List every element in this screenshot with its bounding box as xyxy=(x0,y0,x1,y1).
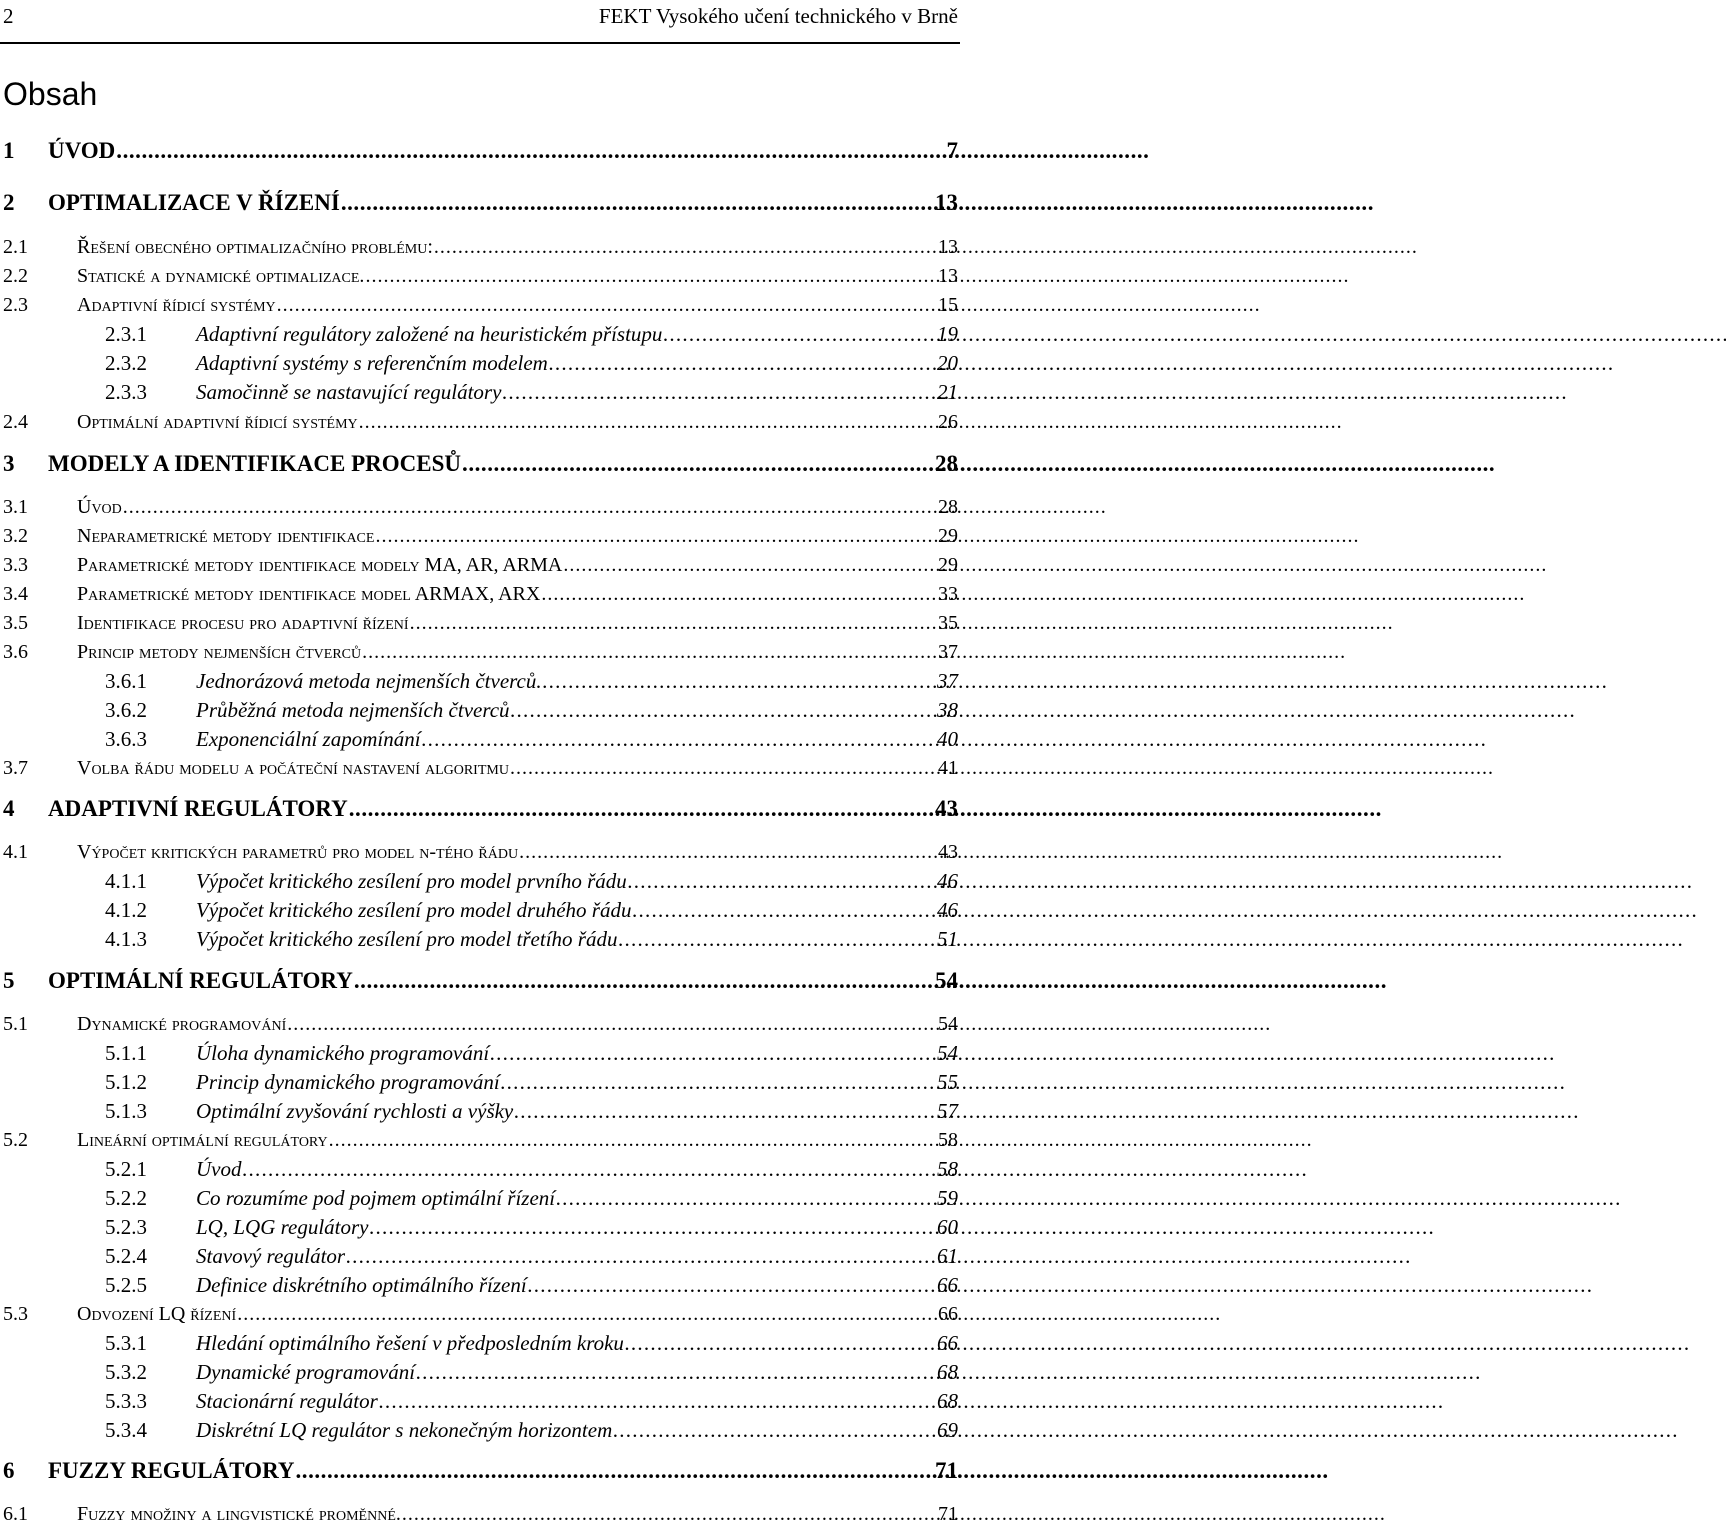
toc-entry-title: Odvození LQ řízení xyxy=(77,1303,237,1325)
toc-entry[interactable] xyxy=(0,638,960,666)
toc-entry[interactable] xyxy=(0,1387,960,1415)
dot-leader xyxy=(549,349,936,377)
dot-leader xyxy=(541,580,937,608)
toc-entry-page: 54 xyxy=(935,968,958,993)
toc-entry-number: 3.4 xyxy=(3,583,28,605)
toc-entry-page: 58 xyxy=(938,1129,958,1151)
toc-entry-body xyxy=(196,725,960,753)
toc-entry-title: Dynamické programování xyxy=(196,1360,416,1384)
toc-entry-body xyxy=(77,754,960,782)
toc-entry-body xyxy=(196,349,960,377)
toc-entry-number: 3 xyxy=(3,451,15,476)
toc-entry-body xyxy=(196,1387,960,1415)
toc-entry-number: 3.1 xyxy=(3,496,28,518)
toc-entry-page: 60 xyxy=(937,1215,958,1239)
toc-entry-page: 68 xyxy=(937,1360,958,1384)
toc-entry-number: 5 xyxy=(3,968,15,993)
toc-entry-title: Výpočet kritického zesílení pro model prvního řádu xyxy=(196,869,627,893)
toc-entry-body xyxy=(77,262,960,290)
toc-entry-number: 5.3 xyxy=(3,1303,28,1325)
toc-entry-number: 4.1.3 xyxy=(105,927,147,951)
toc-entry-page: 66 xyxy=(937,1273,958,1297)
toc-entry-body xyxy=(196,696,960,724)
toc-entry-number: 3.5 xyxy=(3,612,28,634)
toc-entry-page: 66 xyxy=(937,1331,958,1355)
dot-leader xyxy=(287,1010,937,1038)
toc-entry-body xyxy=(196,320,960,348)
dot-leader xyxy=(341,188,934,218)
toc-entry-number: 5.2.4 xyxy=(105,1244,147,1268)
toc-entry-page: 71 xyxy=(938,1503,958,1525)
dot-leader xyxy=(359,408,937,436)
toc-entry-body xyxy=(77,638,960,666)
toc-entry[interactable] xyxy=(0,966,960,996)
toc-entry[interactable] xyxy=(0,349,960,377)
header-institution: FEKT Vysokého učení technického v Brně xyxy=(598,4,958,28)
toc-entry-title: Dynamické programování xyxy=(77,1013,287,1035)
toc-entry-number: 5.2 xyxy=(3,1129,28,1151)
toc-entry-body xyxy=(48,1456,960,1486)
toc-entry-number: 3.6.1 xyxy=(105,669,147,693)
dot-leader xyxy=(462,449,934,479)
toc-entry-body xyxy=(77,1500,960,1528)
dot-leader xyxy=(362,638,937,666)
dot-leader xyxy=(613,1416,936,1444)
toc-entry-title: ÚVOD xyxy=(48,138,116,163)
dot-leader xyxy=(422,725,936,753)
toc-entry-number: 3.6.2 xyxy=(105,698,147,722)
toc-entry[interactable] xyxy=(0,1456,960,1486)
dot-leader xyxy=(501,1068,936,1096)
toc-entry-page: 54 xyxy=(938,1013,958,1035)
toc-entry-body xyxy=(77,1300,960,1328)
toc-entry-number: 5.3.3 xyxy=(105,1389,147,1413)
toc-entry-title: OPTIMALIZACE V ŘÍZENÍ xyxy=(48,190,340,215)
toc-entry-page: 29 xyxy=(938,554,958,576)
dot-leader xyxy=(434,233,937,261)
toc-entry-body xyxy=(196,1039,960,1067)
dot-leader xyxy=(295,1456,934,1486)
toc-entry-number: 6.1 xyxy=(3,1503,28,1525)
toc-entry-body xyxy=(196,1416,960,1444)
toc-entry[interactable] xyxy=(0,188,960,218)
toc-entry-number: 5.2.5 xyxy=(105,1273,147,1297)
toc-entry-page: 28 xyxy=(935,451,958,476)
dot-leader xyxy=(237,1300,937,1328)
toc-entry-page: 29 xyxy=(938,525,958,547)
dot-leader xyxy=(346,1242,936,1270)
toc-entry-title: Parametrické metody identifikace modely MA, AR, ARMA xyxy=(77,554,563,576)
dot-leader xyxy=(375,522,937,550)
toc-entry-body xyxy=(48,449,960,479)
toc-entry-body xyxy=(77,1010,960,1038)
dot-leader xyxy=(511,696,936,724)
toc-entry-page: 59 xyxy=(937,1186,958,1210)
toc-entry[interactable] xyxy=(0,449,960,479)
toc-entry[interactable] xyxy=(0,1416,960,1444)
dot-leader xyxy=(369,1213,936,1241)
toc-entry-number: 2.1 xyxy=(3,236,28,258)
toc-entry-page: 26 xyxy=(938,411,958,433)
toc-entry-page: 43 xyxy=(938,841,958,863)
toc-entry-page: 46 xyxy=(937,869,958,893)
toc-entry-title: Identifikace procesu pro adaptivní řízení xyxy=(77,612,409,634)
toc-entry-number: 2.2 xyxy=(3,265,28,287)
toc-entry-number: 3.2 xyxy=(3,525,28,547)
toc-entry-page: 13 xyxy=(935,190,958,215)
toc-entry-title: Princip dynamického programování xyxy=(196,1070,500,1094)
toc-entry-title: OPTIMÁLNÍ REGULÁTORY xyxy=(48,968,353,993)
page-title: Obsah xyxy=(3,76,98,112)
toc-entry-title: Diskrétní LQ regulátor s nekonečným horizontem xyxy=(196,1418,613,1442)
toc-entry[interactable] xyxy=(0,291,960,319)
toc-entry[interactable] xyxy=(0,609,960,637)
toc-entry-page: 46 xyxy=(937,898,958,922)
toc-entry-number: 5.3.4 xyxy=(105,1418,147,1442)
toc-entry[interactable] xyxy=(0,378,960,406)
toc-entry-title: Exponenciální zapomínání xyxy=(196,727,421,751)
toc-entry-number: 5.2.2 xyxy=(105,1186,147,1210)
toc-entry-title: Neparametrické metody identifikace xyxy=(77,525,375,547)
dot-leader xyxy=(625,1329,936,1357)
toc-entry-page: 7 xyxy=(946,138,958,163)
toc-entry-page: 38 xyxy=(937,698,958,722)
toc-entry[interactable] xyxy=(0,867,960,895)
toc-entry-page: 41 xyxy=(938,757,958,779)
toc-entry-page: 61 xyxy=(937,1244,958,1268)
toc-entry-number: 5.1.2 xyxy=(105,1070,147,1094)
toc-entry-number: 3.7 xyxy=(3,757,28,779)
toc-entry-title: Úloha dynamického programování xyxy=(196,1041,490,1065)
toc-entry-body xyxy=(196,667,960,695)
dot-leader xyxy=(354,966,934,996)
toc-entry-title: Lineární optimální regulátory xyxy=(77,1129,328,1151)
toc-entry-title: Co rozumíme pod pojmem optimální řízení xyxy=(196,1186,556,1210)
toc-entry-number: 6 xyxy=(3,1458,15,1483)
toc-entry-title: Adaptivní systémy s referenčním modelem xyxy=(196,351,548,375)
toc-entry[interactable] xyxy=(0,233,960,261)
toc-entry-page: 37 xyxy=(938,641,958,663)
toc-entry-number: 5.2.1 xyxy=(105,1157,147,1181)
toc-entry-title: Adaptivní řídicí systémy xyxy=(77,294,276,316)
toc-entry-body xyxy=(48,188,960,218)
toc-entry-title: ADAPTIVNÍ REGULÁTORY xyxy=(48,796,348,821)
toc-entry[interactable] xyxy=(0,1271,960,1299)
dot-leader xyxy=(618,925,936,953)
dot-leader xyxy=(116,136,945,166)
toc-entry-number: 5.1.1 xyxy=(105,1041,147,1065)
toc-entry[interactable] xyxy=(0,1126,960,1154)
toc-entry-body xyxy=(77,838,960,866)
toc-entry-body xyxy=(77,580,960,608)
toc-entry-title: Stavový regulátor xyxy=(196,1244,346,1268)
toc-entry-page: 13 xyxy=(938,236,958,258)
dot-leader xyxy=(628,867,936,895)
toc-entry-page: 51 xyxy=(937,927,958,951)
toc-entry-page: 57 xyxy=(937,1099,958,1123)
toc-entry-title: MODELY A IDENTIFIKACE PROCESŮ xyxy=(48,451,462,476)
toc-entry-title: Výpočet kritického zesílení pro model třetího řádu xyxy=(196,927,618,951)
toc-entry-body xyxy=(196,1329,960,1357)
toc-entry-page: 13 xyxy=(938,265,958,287)
dot-leader xyxy=(379,1387,936,1415)
toc-entry-number: 2.3.3 xyxy=(105,380,147,404)
toc-entry[interactable] xyxy=(0,522,960,550)
toc-entry-page: 35 xyxy=(938,612,958,634)
toc-entry-page: 19 xyxy=(937,322,958,346)
dot-leader xyxy=(543,667,936,695)
toc-entry-number: 3.6.3 xyxy=(105,727,147,751)
toc-entry-body xyxy=(77,1126,960,1154)
toc-entry[interactable] xyxy=(0,1068,960,1096)
toc-entry-body xyxy=(196,1271,960,1299)
dot-leader xyxy=(514,1097,936,1125)
toc-entry[interactable] xyxy=(0,1155,960,1183)
toc-entry[interactable] xyxy=(0,551,960,579)
dot-leader xyxy=(329,1126,937,1154)
dot-leader xyxy=(410,609,937,637)
toc-entry-body xyxy=(196,867,960,895)
toc-entry-number: 5.2.3 xyxy=(105,1215,147,1239)
dot-leader xyxy=(277,291,937,319)
toc-entry[interactable] xyxy=(0,1300,960,1328)
toc-entry-number: 3.3 xyxy=(3,554,28,576)
toc-entry-number: 4.1.2 xyxy=(105,898,147,922)
dot-leader xyxy=(365,262,937,290)
toc-entry-title: Definice diskrétního optimálního řízení xyxy=(196,1273,527,1297)
dot-leader xyxy=(402,1500,937,1528)
toc-entry-body xyxy=(77,493,960,521)
toc-entry-page: 21 xyxy=(937,380,958,404)
toc-entry-page: 15 xyxy=(938,294,958,316)
toc-entry-page: 40 xyxy=(937,727,958,751)
toc-entry[interactable] xyxy=(0,1039,960,1067)
toc-entry-title: Řešení obecného optimalizačního problému: xyxy=(77,236,433,258)
toc-entry-body xyxy=(196,1184,960,1212)
toc-entry[interactable] xyxy=(0,667,960,695)
toc-entry-number: 5.1 xyxy=(3,1013,28,1035)
toc-entry-page: 68 xyxy=(937,1389,958,1413)
toc-entry-body xyxy=(48,966,960,996)
dot-leader xyxy=(123,493,937,521)
toc-entry-body xyxy=(77,609,960,637)
toc-entry[interactable] xyxy=(0,1010,960,1038)
toc-entry[interactable] xyxy=(0,1184,960,1212)
toc-entry[interactable] xyxy=(0,925,960,953)
dot-leader xyxy=(632,896,936,924)
dot-leader xyxy=(502,378,936,406)
toc-entry-title: Parametrické metody identifikace model ARMAX, ARX xyxy=(77,583,541,605)
toc-entry-number: 4 xyxy=(3,796,15,821)
dot-leader xyxy=(556,1184,936,1212)
toc-entry-body xyxy=(48,136,960,166)
toc-entry-number: 3.6 xyxy=(3,641,28,663)
toc-entry-number: 1 xyxy=(3,138,15,163)
toc-entry-page: 33 xyxy=(938,583,958,605)
toc-entry[interactable] xyxy=(0,1329,960,1357)
dot-leader xyxy=(563,551,937,579)
toc-entry-body xyxy=(48,794,960,824)
toc-entry-page: 37 xyxy=(937,669,958,693)
toc-entry-body xyxy=(196,896,960,924)
dot-leader xyxy=(243,1155,937,1183)
toc-entry-page: 20 xyxy=(937,351,958,375)
toc-entry[interactable] xyxy=(0,794,960,824)
toc-entry-title: LQ, LQG regulátory xyxy=(196,1215,369,1239)
toc-entry-number: 5.1.3 xyxy=(105,1099,147,1123)
toc-entry-number: 4.1 xyxy=(3,841,28,863)
toc-entry[interactable] xyxy=(0,696,960,724)
toc-entry-title: Hledání optimálního řešení v předposledním kroku xyxy=(196,1331,624,1355)
toc-entry[interactable] xyxy=(0,1242,960,1270)
toc-entry-body xyxy=(77,522,960,550)
toc-entry-body xyxy=(77,551,960,579)
toc-entry-page: 69 xyxy=(937,1418,958,1442)
toc-entry-number: 5.3.2 xyxy=(105,1360,147,1384)
toc-entry-title: Adaptivní regulátory založené na heuristickém přístupu xyxy=(196,322,663,346)
toc-entry-title: Optimální adaptivní řídicí systémy xyxy=(77,411,358,433)
toc-entry[interactable] xyxy=(0,1500,960,1528)
dot-leader xyxy=(663,320,936,348)
toc-entry-title: Výpočet kritických parametrů pro model n-tého řádu xyxy=(77,841,519,863)
toc-entry[interactable] xyxy=(0,580,960,608)
toc-entry-title: Samočinně se nastavující regulátory xyxy=(196,380,502,404)
toc-entry-body xyxy=(196,1097,960,1125)
dot-leader xyxy=(416,1358,936,1386)
toc-entry[interactable] xyxy=(0,320,960,348)
toc-entry-title: Statické a dynamické optimalizace. xyxy=(77,265,365,287)
dot-leader xyxy=(490,1039,936,1067)
toc-entry[interactable] xyxy=(0,896,960,924)
toc-entry-title: Jednorázová metoda nejmenších čtverců. xyxy=(196,669,542,693)
toc-entry-page: 43 xyxy=(935,796,958,821)
dot-leader xyxy=(528,1271,936,1299)
toc-entry-body xyxy=(77,233,960,261)
toc-entry-body xyxy=(77,291,960,319)
toc-entry-title: Princip metody nejmenších čtverců xyxy=(77,641,362,663)
toc-entry[interactable] xyxy=(0,262,960,290)
toc-entry-title: Výpočet kritického zesílení pro model druhého řádu xyxy=(196,898,632,922)
toc-entry-title: Optimální zvyšování rychlosti a výšky xyxy=(196,1099,514,1123)
toc-entry[interactable] xyxy=(0,1213,960,1241)
toc-entry-body xyxy=(196,1358,960,1386)
toc-entry-title: Úvod xyxy=(77,496,122,518)
toc-entry-page: 58 xyxy=(937,1157,958,1181)
toc-entry[interactable] xyxy=(0,725,960,753)
toc-entry-page: 55 xyxy=(937,1070,958,1094)
toc-entry-number: 4.1.1 xyxy=(105,869,147,893)
toc-entry-number: 2 xyxy=(3,190,15,215)
page-number: 2 xyxy=(3,4,14,28)
toc-entry-page: 28 xyxy=(938,496,958,518)
toc-entry-page: 66 xyxy=(938,1303,958,1325)
toc-entry-title: Fuzzy množiny a lingvistické proměnné. xyxy=(77,1503,401,1525)
toc-entry-title: FUZZY REGULÁTORY xyxy=(48,1458,295,1483)
toc-entry[interactable] xyxy=(0,493,960,521)
toc-entry[interactable] xyxy=(0,136,960,166)
toc-entry[interactable] xyxy=(0,1097,960,1125)
toc-entry-number: 2.3.1 xyxy=(105,322,147,346)
dot-leader xyxy=(349,794,934,824)
toc-entry-body xyxy=(196,1242,960,1270)
toc-entry-page: 71 xyxy=(935,1458,958,1483)
toc-entry-body xyxy=(196,1213,960,1241)
toc-entry-number: 5.3.1 xyxy=(105,1331,147,1355)
toc-entry-number: 2.4 xyxy=(3,411,28,433)
toc-entry-body xyxy=(196,925,960,953)
toc-entry[interactable] xyxy=(0,838,960,866)
toc-entry[interactable] xyxy=(0,408,960,436)
toc-entry-body xyxy=(196,1068,960,1096)
dot-leader xyxy=(510,754,937,782)
toc-entry-title: Volba řádu modelu a počáteční nastavení algoritmu xyxy=(77,757,509,779)
dot-leader xyxy=(519,838,937,866)
toc-entry-body xyxy=(77,408,960,436)
toc-entry-number: 2.3.2 xyxy=(105,351,147,375)
toc-entry-title: Průběžná metoda nejmenších čtverců xyxy=(196,698,510,722)
toc-entry-number: 2.3 xyxy=(3,294,28,316)
toc-entry-page: 54 xyxy=(937,1041,958,1065)
toc-entry-title: Úvod xyxy=(196,1157,242,1181)
toc-entry-title: Stacionární regulátor xyxy=(196,1389,378,1413)
toc-entry[interactable] xyxy=(0,754,960,782)
toc-entry-body xyxy=(196,378,960,406)
toc-entry[interactable] xyxy=(0,1358,960,1386)
toc-entry-body xyxy=(196,1155,960,1183)
